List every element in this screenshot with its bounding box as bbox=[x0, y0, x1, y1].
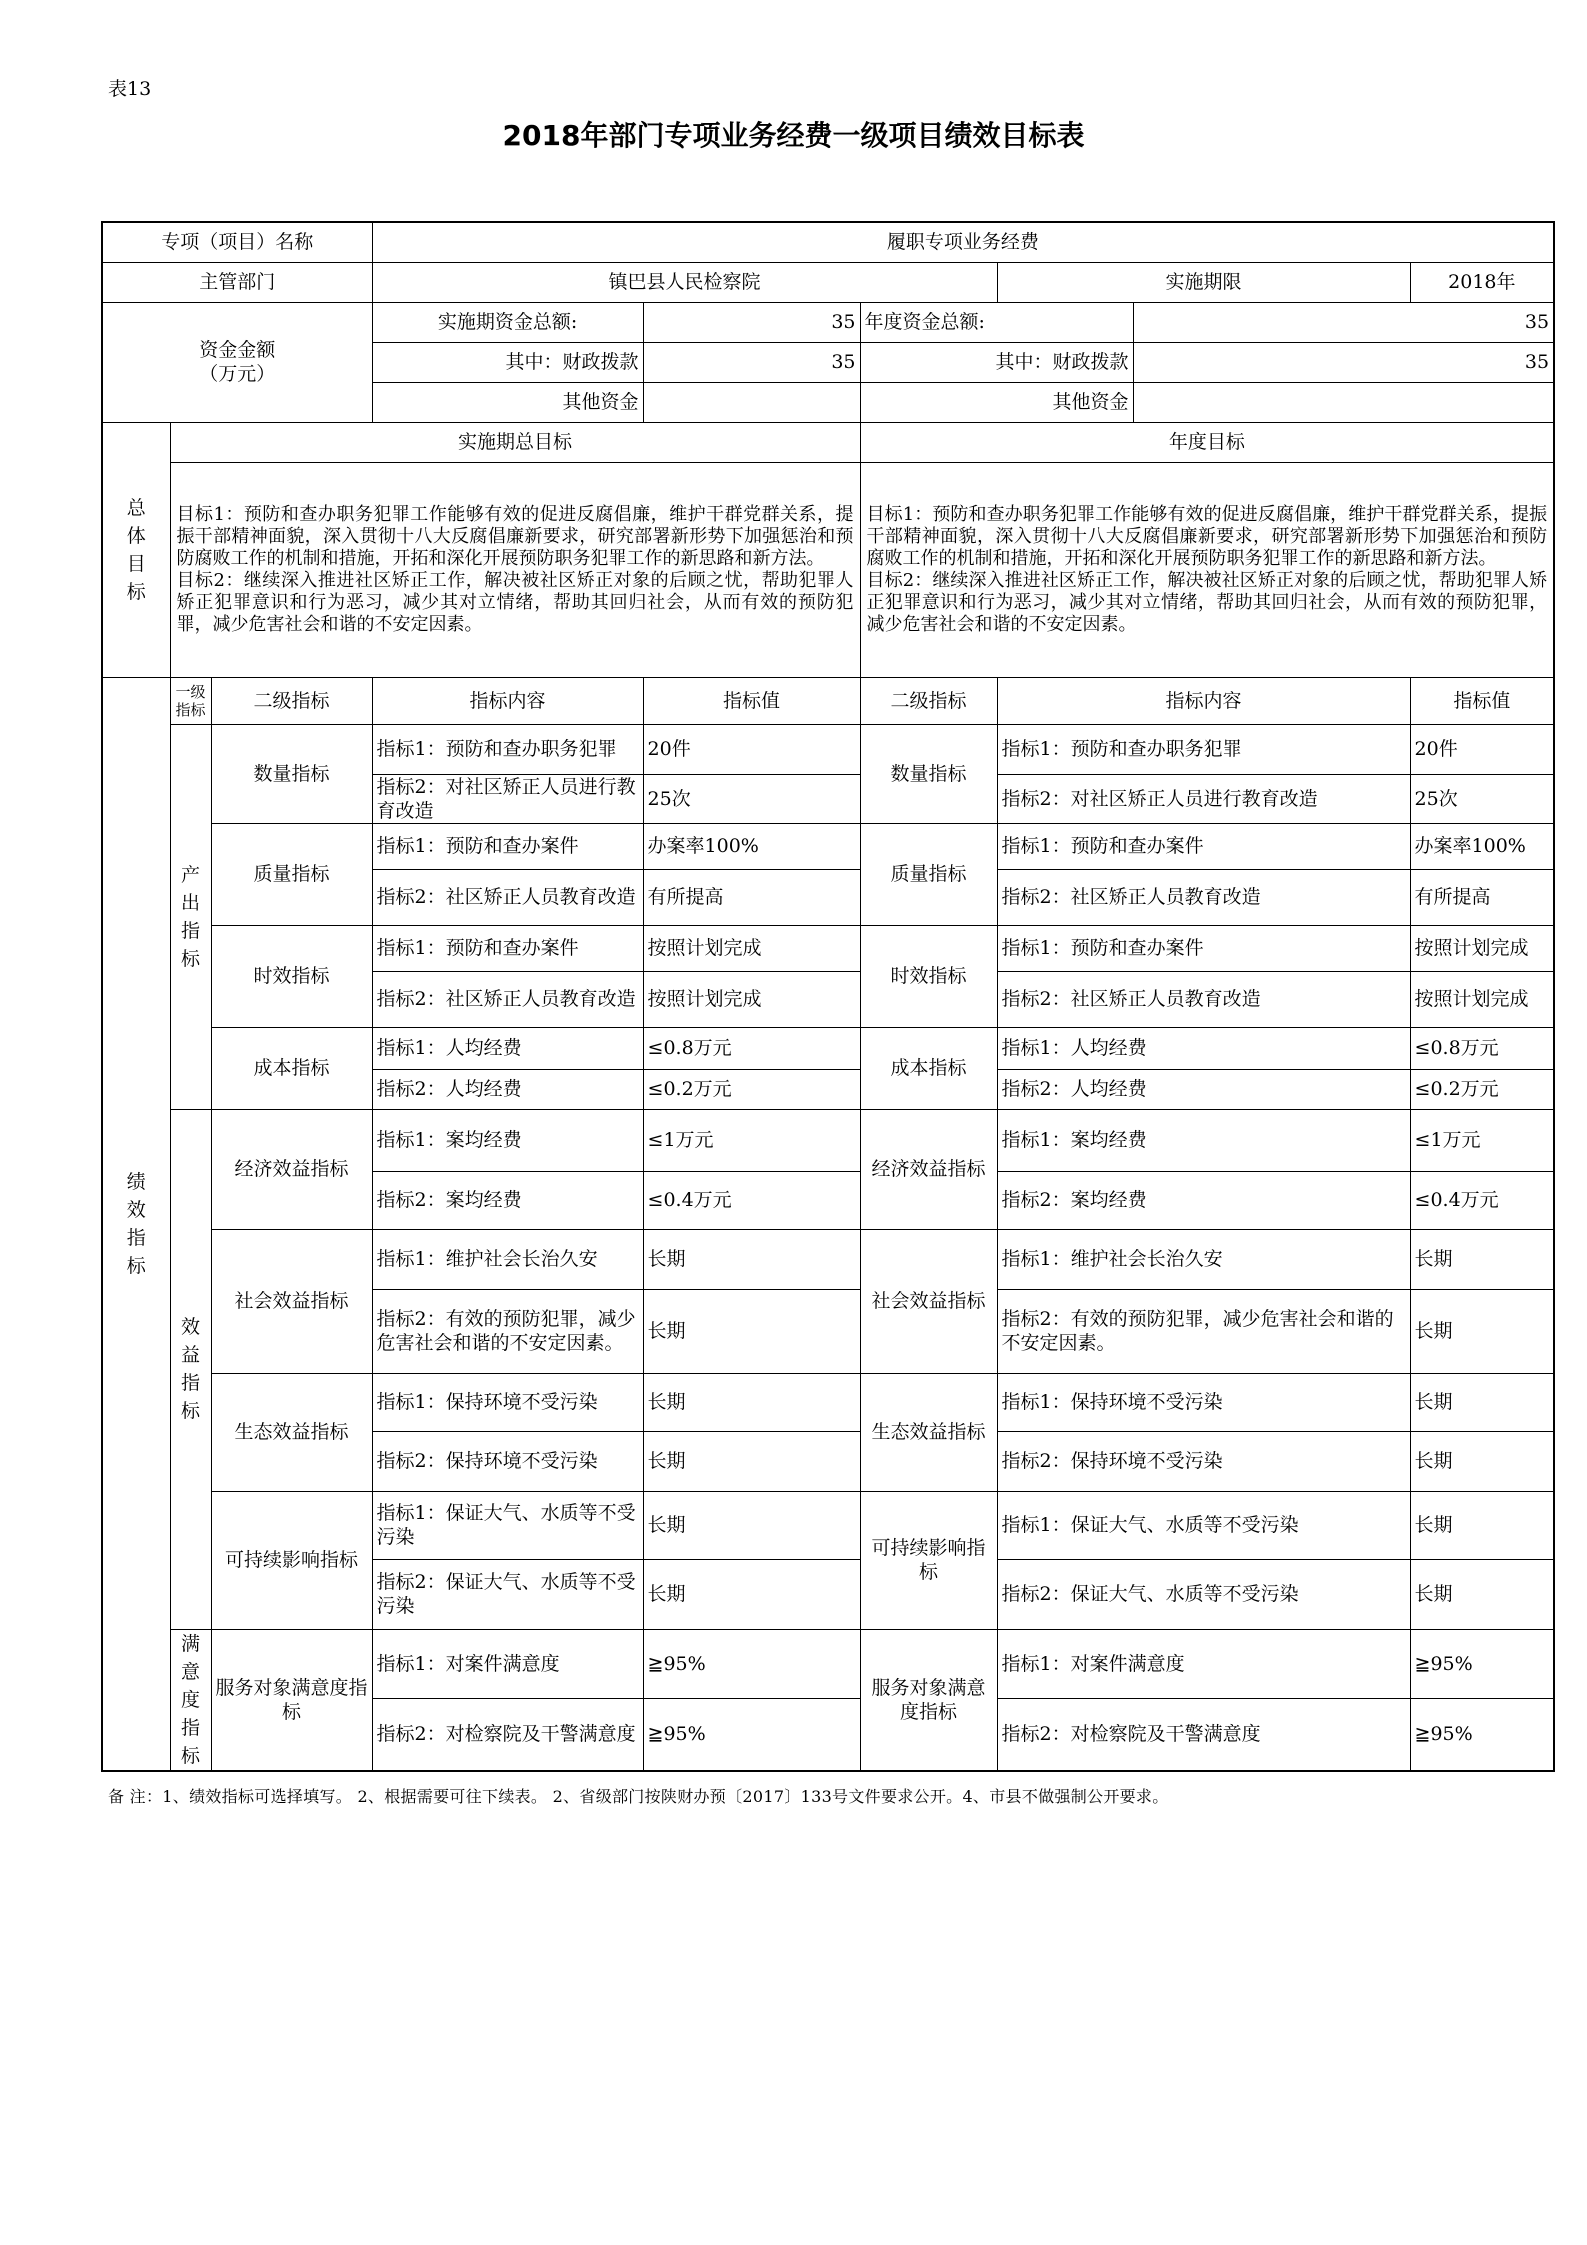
indicator-row bbox=[102, 1629, 1554, 1699]
annual-indicator-content: 指标2：保证大气、水质等不受污染 bbox=[997, 1559, 1410, 1629]
indicator-content: 指标1：预防和查办案件 bbox=[372, 925, 643, 971]
annual-total-label: 年度资金总额: bbox=[860, 302, 1133, 342]
annual-level2-indicator: 数量指标 bbox=[860, 724, 997, 823]
funds-label-line1: 资金金额 bbox=[199, 339, 276, 361]
level1-label-char: 出 bbox=[180, 891, 200, 914]
period-goal-text bbox=[170, 462, 860, 677]
indicator-value: 有所提高 bbox=[643, 869, 860, 925]
table-number: 表13 bbox=[108, 78, 152, 100]
annual-indicator-value: 25次 bbox=[1410, 774, 1554, 823]
annual-fiscal-label: 其中：财政拨款 bbox=[860, 342, 1133, 382]
annual-indicator-content: 指标1：案均经费 bbox=[997, 1109, 1410, 1171]
level2-indicator: 时效指标 bbox=[211, 925, 372, 1027]
level1-label-char: 标 bbox=[180, 947, 200, 970]
annual-indicator-value: 按照计划完成 bbox=[1410, 925, 1554, 971]
level1-label-char: 满意 bbox=[180, 1632, 200, 1683]
annual-level2-indicator: 时效指标 bbox=[860, 925, 997, 1027]
annual-indicator-value: ≤0.4万元 bbox=[1410, 1171, 1554, 1229]
indicator-content: 指标2：案均经费 bbox=[372, 1171, 643, 1229]
performance-indicator-label bbox=[102, 677, 170, 1771]
level2-indicator: 经济效益指标 bbox=[211, 1109, 372, 1229]
project-name-value: 履职专项业务经费 bbox=[372, 222, 1554, 262]
annual-indicator-content: 指标1：维护社会长治久安 bbox=[997, 1229, 1410, 1289]
annual-indicator-value: ≤0.8万元 bbox=[1410, 1027, 1554, 1069]
indicator-value: 长期 bbox=[643, 1559, 860, 1629]
indicator-content: 指标2：保证大气、水质等不受污染 bbox=[372, 1559, 643, 1629]
indicator-content: 指标2：保持环境不受污染 bbox=[372, 1431, 643, 1491]
level1-label-char: 益 bbox=[180, 1344, 200, 1366]
annual-indicator-content: 指标2：社区矫正人员教育改造 bbox=[997, 869, 1410, 925]
overall-goal-char: 标 bbox=[126, 580, 146, 603]
level2-indicator: 成本指标 bbox=[211, 1027, 372, 1109]
level2-indicator: 服务对象满意度指标 bbox=[211, 1629, 372, 1771]
period-goal-1: 目标1：预防和查办职务犯罪工作能够有效的促进反腐倡廉，维护干群党群关系，提振干部精神面貌，深入贯彻十八大反腐倡廉新要求，研究部署新形势下加强惩治和预防腐败工作的机制和措施，开拓和深化开展预防职务犯罪工作的新思路和新方法。 bbox=[176, 503, 854, 569]
annual-indicator-value: 长期 bbox=[1410, 1229, 1554, 1289]
output-indicator-label bbox=[170, 724, 211, 1109]
annual-indicator-content: 指标2：有效的预防犯罪，减少危害社会和谐的不安定因素。 bbox=[997, 1289, 1410, 1373]
indicator-row bbox=[102, 1373, 1554, 1431]
indicator-row bbox=[102, 925, 1554, 971]
annual-indicator-content: 指标2：保持环境不受污染 bbox=[997, 1431, 1410, 1491]
annual-indicator-content: 指标2：对检察院及干警满意度 bbox=[997, 1699, 1410, 1771]
level2-indicator: 可持续影响指标 bbox=[211, 1491, 372, 1629]
annual-goal-header: 年度目标 bbox=[860, 422, 1554, 462]
annual-other-label: 其他资金 bbox=[860, 382, 1133, 422]
performance-label-char: 效 bbox=[126, 1198, 146, 1221]
annual-indicator-value: 办案率100% bbox=[1410, 823, 1554, 869]
indicator-value: 25次 bbox=[643, 774, 860, 823]
annual-goal-2: 目标2：继续深入推进社区矫正工作，解决被社区矫正对象的后顾之忧，帮助犯罪人矫正犯罪意识和行为恶习，减少其对立情绪，帮助其回归社会，从而有效的预防犯罪，减少危害社会和谐的不安定因素。 bbox=[866, 569, 1548, 635]
value-header: 指标值 bbox=[643, 677, 860, 724]
annual-indicator-value: 长期 bbox=[1410, 1491, 1554, 1559]
indicator-row bbox=[102, 1229, 1554, 1289]
annual-goal-text bbox=[860, 462, 1554, 677]
satisfaction-indicator-label bbox=[170, 1629, 211, 1771]
indicator-row bbox=[102, 823, 1554, 869]
annual-level2-indicator: 服务对象满意度指标 bbox=[860, 1629, 997, 1771]
indicator-content: 指标2：人均经费 bbox=[372, 1069, 643, 1109]
level1-label-char: 指 bbox=[180, 1372, 200, 1394]
annual-indicator-content: 指标2：社区矫正人员教育改造 bbox=[997, 971, 1410, 1027]
indicator-value: ≤0.4万元 bbox=[643, 1171, 860, 1229]
project-name-label: 专项（项目）名称 bbox=[102, 222, 372, 262]
indicator-value: ≤0.8万元 bbox=[643, 1027, 860, 1069]
annual-indicator-value: 20件 bbox=[1410, 724, 1554, 774]
level2-indicator: 生态效益指标 bbox=[211, 1373, 372, 1491]
department-value: 镇巴县人民检察院 bbox=[372, 262, 997, 302]
indicator-value: ≧95% bbox=[643, 1699, 860, 1771]
annual-indicator-value: ≧95% bbox=[1410, 1699, 1554, 1771]
department-label: 主管部门 bbox=[102, 262, 372, 302]
indicator-content: 指标2：社区矫正人员教育改造 bbox=[372, 971, 643, 1027]
indicator-content: 指标2：对检察院及干警满意度 bbox=[372, 1699, 643, 1771]
level2-indicator: 社会效益指标 bbox=[211, 1229, 372, 1373]
indicator-row bbox=[102, 1027, 1554, 1069]
indicator-value: 按照计划完成 bbox=[643, 971, 860, 1027]
indicator-content: 指标2：有效的预防犯罪，减少危害社会和谐的不安定因素。 bbox=[372, 1289, 643, 1373]
annual-indicator-value: ≧95% bbox=[1410, 1629, 1554, 1699]
funds-label-line2: （万元） bbox=[199, 363, 276, 385]
annual-indicator-content: 指标1：保持环境不受污染 bbox=[997, 1373, 1410, 1431]
annual-level2-indicator: 可持续影响指标 bbox=[860, 1491, 997, 1629]
annual-indicator-content: 指标1：预防和查办案件 bbox=[997, 925, 1410, 971]
level1-label-char: 标 bbox=[180, 1400, 200, 1422]
annual-indicator-value: 长期 bbox=[1410, 1373, 1554, 1431]
annual-content-header: 指标内容 bbox=[997, 677, 1410, 724]
overall-goal-label bbox=[102, 422, 170, 677]
annual-total-value: 35 bbox=[1133, 302, 1554, 342]
indicator-content: 指标1：对案件满意度 bbox=[372, 1629, 643, 1699]
indicator-content: 指标1：保持环境不受污染 bbox=[372, 1373, 643, 1431]
period-goal-2: 目标2：继续深入推进社区矫正工作，解决被社区矫正对象的后顾之忧，帮助犯罪人矫正犯罪意识和行为恶习，减少其对立情绪，帮助其回归社会，从而有效的预防犯罪，减少危害社会和谐的不安定因素。 bbox=[176, 569, 854, 635]
annual-goal-1: 目标1：预防和查办职务犯罪工作能够有效的促进反腐倡廉，维护干群党群关系，提振干部精神面貌，深入贯彻十八大反腐倡廉新要求，研究部署新形势下加强惩治和预防腐败工作的机制和措施，开拓和深化开展预防职务犯罪工作的新思路和新方法。 bbox=[866, 503, 1548, 569]
annual-indicator-content: 指标1：保证大气、水质等不受污染 bbox=[997, 1491, 1410, 1559]
level2-indicator: 质量指标 bbox=[211, 823, 372, 925]
indicator-value: ≤0.2万元 bbox=[643, 1069, 860, 1109]
footnote: 备 注：1、绩效指标可选择填写。 2、根据需要可往下续表。 2、省级部门按陕财办预〔2017〕133号文件要求公开。4、市县不做强制公开要求。 bbox=[108, 1787, 1169, 1806]
indicator-content: 指标1：案均经费 bbox=[372, 1109, 643, 1171]
indicator-content: 指标1：保证大气、水质等不受污染 bbox=[372, 1491, 643, 1559]
indicator-content: 指标2：社区矫正人员教育改造 bbox=[372, 869, 643, 925]
period-value: 2018年 bbox=[1410, 262, 1554, 302]
indicator-value: 长期 bbox=[643, 1229, 860, 1289]
annual-indicator-value: ≤1万元 bbox=[1410, 1109, 1554, 1171]
indicator-value: 长期 bbox=[643, 1373, 860, 1431]
period-label: 实施期限 bbox=[997, 262, 1410, 302]
indicator-row bbox=[102, 1109, 1554, 1171]
annual-indicator-content: 指标1：人均经费 bbox=[997, 1027, 1410, 1069]
content-header: 指标内容 bbox=[372, 677, 643, 724]
period-fiscal-value: 35 bbox=[643, 342, 860, 382]
level2-header: 二级指标 bbox=[211, 677, 372, 724]
level2-indicator: 数量指标 bbox=[211, 724, 372, 823]
indicator-value: 20件 bbox=[643, 724, 860, 774]
level1-label-char: 指 bbox=[180, 919, 200, 942]
funds-label bbox=[102, 302, 372, 422]
annual-other-value bbox=[1133, 382, 1554, 422]
annual-level2-indicator: 成本指标 bbox=[860, 1027, 997, 1109]
annual-indicator-value: 有所提高 bbox=[1410, 869, 1554, 925]
period-other-value bbox=[643, 382, 860, 422]
benefit-indicator-label bbox=[170, 1109, 211, 1629]
annual-indicator-content: 指标1：对案件满意度 bbox=[997, 1629, 1410, 1699]
indicator-content: 指标1：维护社会长治久安 bbox=[372, 1229, 643, 1289]
indicator-row bbox=[102, 724, 1554, 774]
period-other-label: 其他资金 bbox=[372, 382, 643, 422]
document-title: 2018年部门专项业务经费一级项目绩效目标表 bbox=[502, 119, 1085, 152]
annual-level2-header: 二级指标 bbox=[860, 677, 997, 724]
performance-target-table bbox=[101, 221, 1555, 1772]
annual-indicator-content: 指标1：预防和查办职务犯罪 bbox=[997, 724, 1410, 774]
period-goal-header: 实施期总目标 bbox=[170, 422, 860, 462]
annual-indicator-content: 指标2：案均经费 bbox=[997, 1171, 1410, 1229]
level1-label-char: 度指 bbox=[180, 1688, 200, 1739]
annual-indicator-content: 指标2：人均经费 bbox=[997, 1069, 1410, 1109]
indicator-content: 指标1：人均经费 bbox=[372, 1027, 643, 1069]
annual-indicator-value: 长期 bbox=[1410, 1431, 1554, 1491]
annual-level2-indicator: 社会效益指标 bbox=[860, 1229, 997, 1373]
annual-indicator-value: ≤0.2万元 bbox=[1410, 1069, 1554, 1109]
overall-goal-char: 总 bbox=[126, 496, 146, 519]
annual-level2-indicator: 生态效益指标 bbox=[860, 1373, 997, 1491]
level1-label-char: 效 bbox=[180, 1316, 200, 1338]
indicator-value: 办案率100% bbox=[643, 823, 860, 869]
indicator-value: ≧95% bbox=[643, 1629, 860, 1699]
annual-level2-indicator: 经济效益指标 bbox=[860, 1109, 997, 1229]
annual-value-header: 指标值 bbox=[1410, 677, 1554, 724]
indicator-row bbox=[102, 1491, 1554, 1559]
period-fiscal-label: 其中：财政拨款 bbox=[372, 342, 643, 382]
level1-label-char: 标 bbox=[180, 1744, 200, 1767]
indicator-content: 指标1：预防和查办职务犯罪 bbox=[372, 724, 643, 774]
level1-header: 一级指标 bbox=[170, 677, 211, 724]
annual-indicator-content: 指标1：预防和查办案件 bbox=[997, 823, 1410, 869]
level1-label-char: 产 bbox=[180, 863, 200, 886]
indicator-value: 按照计划完成 bbox=[643, 925, 860, 971]
indicator-content: 指标1：预防和查办案件 bbox=[372, 823, 643, 869]
period-total-value: 35 bbox=[643, 302, 860, 342]
annual-indicator-value: 长期 bbox=[1410, 1559, 1554, 1629]
indicator-value: 长期 bbox=[643, 1289, 860, 1373]
annual-indicator-content: 指标2：对社区矫正人员进行教育改造 bbox=[997, 774, 1410, 823]
annual-indicator-value: 按照计划完成 bbox=[1410, 971, 1554, 1027]
performance-label-char: 绩 bbox=[126, 1170, 146, 1193]
indicator-content: 指标2：对社区矫正人员进行教育改造 bbox=[372, 774, 643, 823]
indicator-value: ≤1万元 bbox=[643, 1109, 860, 1171]
annual-level2-indicator: 质量指标 bbox=[860, 823, 997, 925]
overall-goal-char: 目 bbox=[126, 552, 146, 575]
indicator-value: 长期 bbox=[643, 1431, 860, 1491]
period-total-label: 实施期资金总额: bbox=[372, 302, 643, 342]
annual-indicator-value: 长期 bbox=[1410, 1289, 1554, 1373]
performance-label-char: 标 bbox=[126, 1254, 146, 1277]
performance-label-char: 指 bbox=[126, 1226, 146, 1249]
overall-goal-char: 体 bbox=[126, 524, 146, 547]
indicator-value: 长期 bbox=[643, 1491, 860, 1559]
annual-fiscal-value: 35 bbox=[1133, 342, 1554, 382]
